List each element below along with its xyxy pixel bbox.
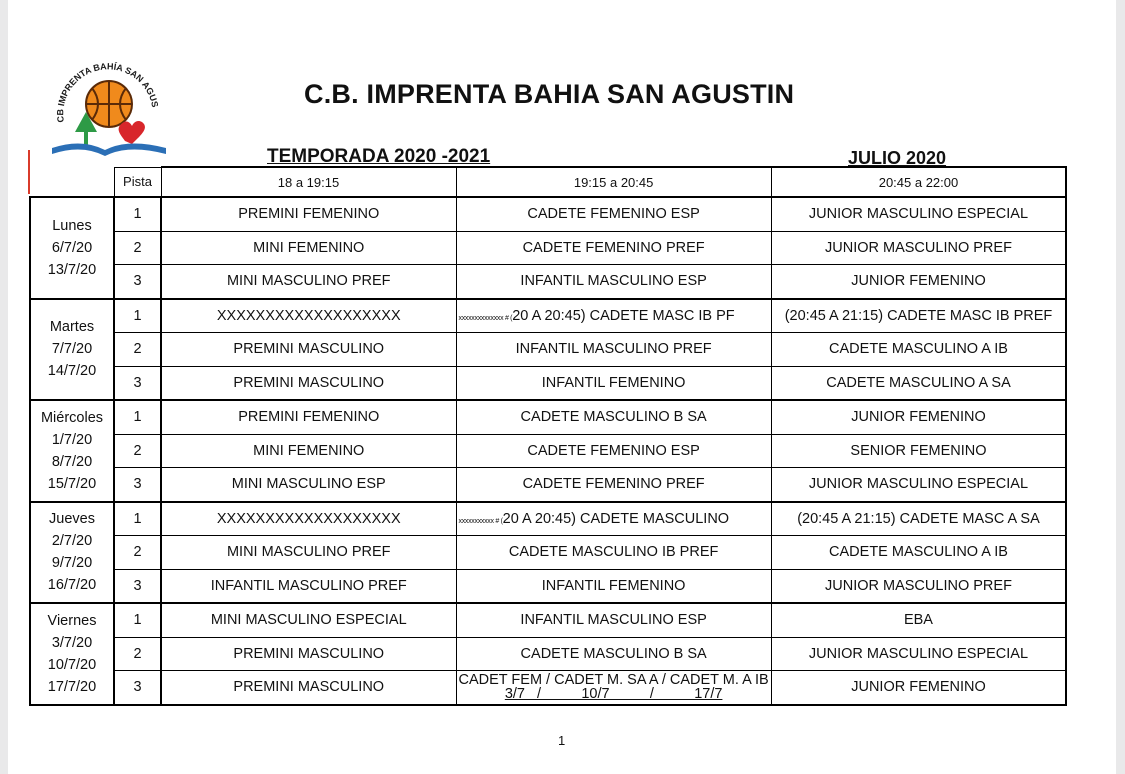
slot-1-cell: PREMINI MASCULINO	[161, 637, 456, 671]
slot-3-cell: JUNIOR MASCULINO PREF	[771, 231, 1066, 265]
slot-3-cell: JUNIOR MASCULINO ESPECIAL	[771, 637, 1066, 671]
slot-3-cell: CADETE MASCULINO A IB	[771, 536, 1066, 570]
header-slot-1: 18 a 19:15	[161, 167, 456, 197]
table-header-row	[30, 167, 1066, 197]
table-row	[30, 569, 1066, 603]
table-row	[30, 671, 1066, 705]
slot-2-cell	[456, 502, 771, 536]
day-cell-jueves: Jueves 2/7/20 9/7/20 16/7/20	[30, 502, 114, 604]
slot-1-cell: MINI MASCULINO PREF	[161, 265, 456, 299]
pista-number: 1	[114, 603, 161, 637]
pista-number: 1	[114, 502, 161, 536]
slot-2-cell: INFANTIL FEMENINO	[456, 569, 771, 603]
pista-number: 3	[114, 569, 161, 603]
slot-2-cell: INFANTIL MASCULINO ESP	[456, 603, 771, 637]
slot-1-cell: MINI FEMENINO	[161, 434, 456, 468]
slot-3-cell: JUNIOR MASCULINO ESPECIAL	[771, 468, 1066, 502]
pista-number: 3	[114, 265, 161, 299]
slot-1-cell: PREMINI FEMENINO	[161, 400, 456, 434]
slot-2-prefix: xxxxxxxxxxxxxx # (	[458, 314, 513, 322]
table-row	[30, 333, 1066, 367]
slot-3-cell: JUNIOR MASCULINO ESPECIAL	[771, 197, 1066, 231]
pista-number: 2	[114, 434, 161, 468]
slot-2-prefix: xxxxxxxxxxx # (	[458, 517, 503, 525]
table-row	[30, 536, 1066, 570]
document-page	[8, 0, 1116, 774]
slot-2-cell: INFANTIL MASCULINO PREF	[456, 333, 771, 367]
slot-1-cell: INFANTIL MASCULINO PREF	[161, 569, 456, 603]
slot-2-cell: CADETE MASCULINO B SA	[456, 637, 771, 671]
slot-2-cell: CADETE FEMENINO ESP	[456, 434, 771, 468]
slot-3-cell: CADETE MASCULINO A IB	[771, 333, 1066, 367]
slot-2-line-2: 3/7 / 10/7 / 17/7	[504, 686, 723, 703]
table-row	[30, 603, 1066, 637]
table-row	[30, 400, 1066, 434]
slot-3-cell: JUNIOR MASCULINO PREF	[771, 569, 1066, 603]
table-row	[30, 231, 1066, 265]
pista-number: 2	[114, 231, 161, 265]
slot-1-cell: MINI MASCULINO ESPECIAL	[161, 603, 456, 637]
slot-1-cell: XXXXXXXXXXXXXXXXXXX	[161, 502, 456, 536]
slot-1-cell: MINI FEMENINO	[161, 231, 456, 265]
slot-1-cell: MINI MASCULINO ESP	[161, 468, 456, 502]
slot-2-cell: CADETE FEMENINO PREF	[456, 468, 771, 502]
page-number: 1	[558, 733, 566, 748]
table-row	[30, 502, 1066, 536]
slot-2-text: 20 A 20:45) CADETE MASC IB PF	[512, 307, 735, 324]
slot-2-text: 20 A 20:45) CADETE MASCULINO	[502, 510, 730, 527]
pista-number: 1	[114, 197, 161, 231]
table-row	[30, 197, 1066, 231]
slot-1-cell: MINI MASCULINO PREF	[161, 536, 456, 570]
slot-3-cell: EBA	[771, 603, 1066, 637]
slot-3-cell: JUNIOR FEMENINO	[771, 400, 1066, 434]
slot-1-cell: PREMINI MASCULINO	[161, 366, 456, 400]
schedule-table	[29, 166, 1067, 706]
season-label: TEMPORADA 2020 -2021	[267, 146, 491, 167]
club-logo	[42, 62, 168, 166]
table-row	[30, 366, 1066, 400]
slot-2-line-1: CADET FEM / CADET M. SA A / CADET M. A IB	[458, 672, 769, 689]
header-slot-3: 20:45 a 22:00	[771, 167, 1066, 197]
table-row	[30, 299, 1066, 333]
pista-number: 2	[114, 536, 161, 570]
slot-3-cell: CADETE MASCULINO A SA	[771, 366, 1066, 400]
table-row	[30, 468, 1066, 502]
pista-number: 3	[114, 671, 161, 705]
table-row	[30, 434, 1066, 468]
slot-2-cell: CADETE FEMENINO ESP	[456, 197, 771, 231]
slot-2-cell	[456, 299, 771, 333]
slot-3-cell: JUNIOR FEMENINO	[771, 265, 1066, 299]
pista-number: 3	[114, 366, 161, 400]
pista-number: 3	[114, 468, 161, 502]
pista-number: 2	[114, 637, 161, 671]
month-label: JULIO 2020	[848, 148, 947, 168]
day-cell-viernes: Viernes 3/7/20 10/7/20 17/7/20	[30, 603, 114, 705]
slot-1-cell: PREMINI FEMENINO	[161, 197, 456, 231]
pista-number: 1	[114, 400, 161, 434]
slot-1-cell: XXXXXXXXXXXXXXXXXXX	[161, 299, 456, 333]
slot-1-cell: PREMINI MASCULINO	[161, 671, 456, 705]
slot-2-cell: CADETE MASCULINO IB PREF	[456, 536, 771, 570]
pista-number: 1	[114, 299, 161, 333]
slot-2-cell: CADETE MASCULINO B SA	[456, 400, 771, 434]
day-cell-martes: Martes 7/7/20 14/7/20	[30, 299, 114, 401]
document-title: C.B. IMPRENTA BAHIA SAN AGUSTIN	[304, 79, 795, 109]
slot-3-cell: (20:45 A 21:15) CADETE MASC A SA	[771, 502, 1066, 536]
svg-text:CB IMPRENTA BAHÍA SAN AGUSTÍN: CB IMPRENTA BAHÍA SAN AGUS	[55, 62, 161, 123]
pista-number: 2	[114, 333, 161, 367]
table-row	[30, 637, 1066, 671]
slot-2-cell: CADETE FEMENINO PREF	[456, 231, 771, 265]
slot-3-cell: JUNIOR FEMENINO	[771, 671, 1066, 705]
header-blank-cell	[30, 167, 114, 197]
header-slot-2: 19:15 a 20:45	[456, 167, 771, 197]
slot-3-cell: SENIOR FEMENINO	[771, 434, 1066, 468]
slot-2-cell	[456, 671, 771, 705]
day-cell-lunes: Lunes 6/7/20 13/7/20	[30, 197, 114, 299]
day-cell-miercoles: Miércoles 1/7/20 8/7/20 15/7/20	[30, 400, 114, 502]
slot-3-cell: (20:45 A 21:15) CADETE MASC IB PREF	[771, 299, 1066, 333]
slot-2-cell: INFANTIL MASCULINO ESP	[456, 265, 771, 299]
table-row	[30, 265, 1066, 299]
slot-2-cell: INFANTIL FEMENINO	[456, 366, 771, 400]
slot-1-cell: PREMINI MASCULINO	[161, 333, 456, 367]
header-pista: Pista	[114, 167, 161, 197]
